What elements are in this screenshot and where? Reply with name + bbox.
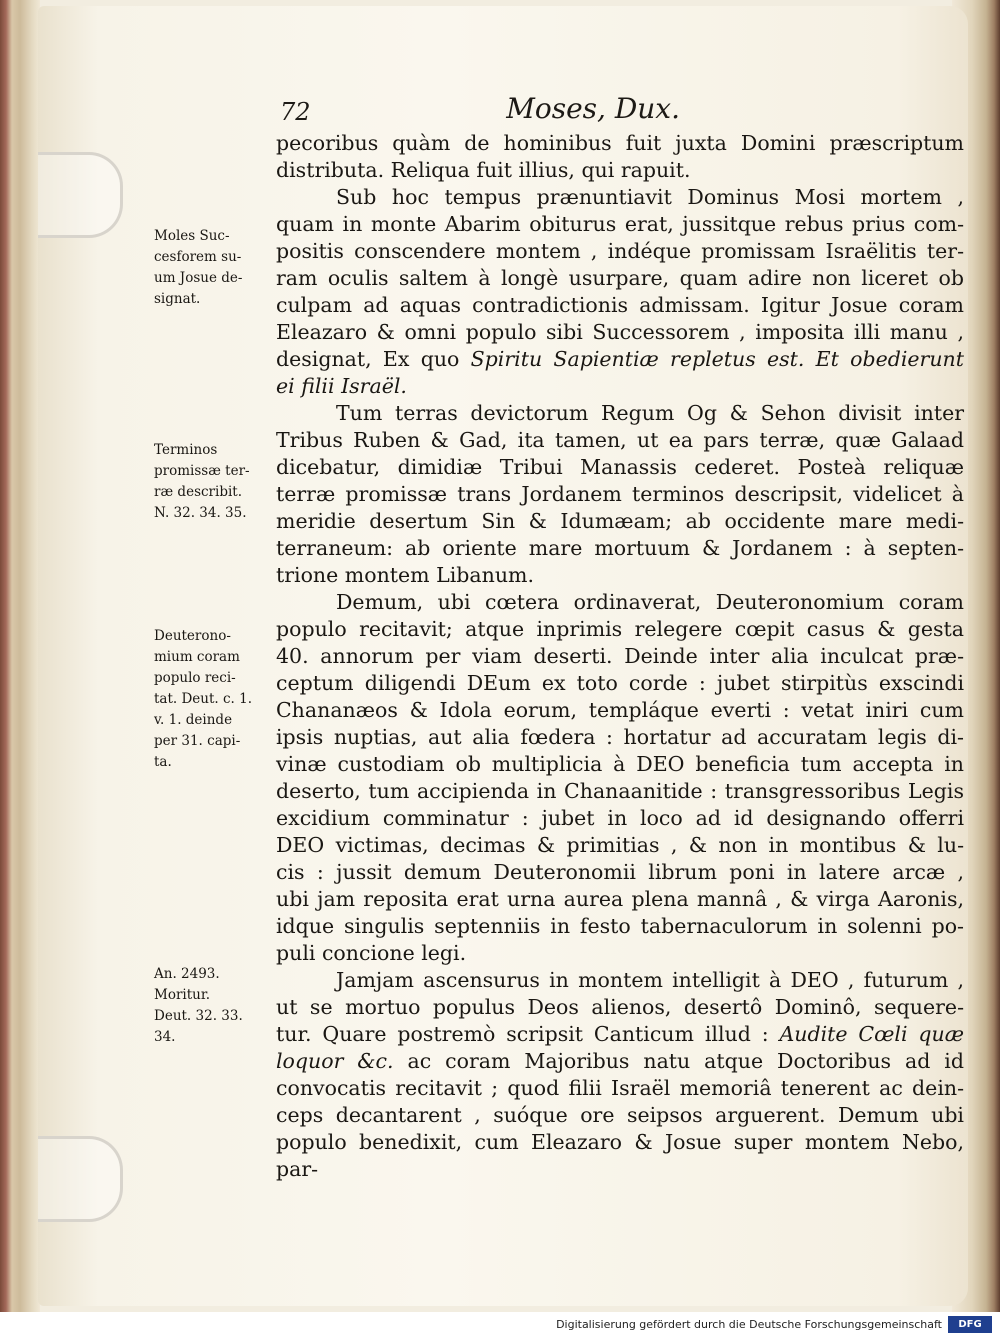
book-edge-left [0, 0, 40, 1312]
text-line [276, 373, 964, 400]
text-line-roman: terraneum: ab oriente mare mortuum & Jordanem : à septen- [276, 536, 964, 560]
digitization-footer [0, 1312, 1000, 1338]
text-line-roman: Tribus Ruben & Gad, ita tamen, ut ea pars terræ, quæ Galaad [276, 428, 964, 452]
text-line-roman: positis conscendere montem , indéque promissam Israëlitis ter- [276, 239, 964, 263]
text-line [276, 886, 964, 913]
text-line-roman: cis : jussit demum Deuteronomii librum poni in latere arcæ , [276, 860, 964, 884]
text-line-italic: loquor &c. [276, 1049, 394, 1073]
text-line-roman: populo benedixit, cum Eleazaro & Josue super montem Nebo, [276, 1130, 964, 1154]
text-line-roman: ceps decantarent , suóque ore seipsos arguerent. Demum ubi [276, 1103, 964, 1127]
margin-note-line: Deut. 32. 33. [154, 1008, 243, 1024]
text-line [276, 643, 964, 670]
text-line [276, 697, 964, 724]
text-line [276, 1156, 964, 1183]
text-line-roman: vinæ custodiam ob multiplicia à DEO beneficia tum accepta in [276, 752, 964, 776]
text-line [276, 130, 964, 157]
margin-note-death [154, 964, 266, 1048]
text-line-roman: terræ promissæ trans Jordanem terminos descripsit, videlicet à [276, 482, 964, 506]
text-line-roman: convocatis recitavit ; quod filii Israël memoriâ tenerent ac dein- [276, 1076, 964, 1100]
running-title: Moses, Dux. [506, 92, 680, 125]
text-line-roman: ipsis nuptias, aut alia fœdera : hortatur ad accuratam legis di- [276, 725, 964, 749]
text-line-roman: Sub hoc tempus prænuntiavit Dominus Mosi mortem , [336, 185, 964, 209]
margin-note-line: 34. [154, 1029, 176, 1045]
margin-note-line: promissæ ter- [154, 463, 250, 479]
text-line-roman: meridie desertum Sin & Idumæam; ab occidente mare medi- [276, 509, 964, 533]
margin-note-line: cesforem su- [154, 249, 242, 265]
text-line-roman: Eleazaro & omni populo sibi Successorem , imposita illi manu , [276, 320, 964, 344]
text-line [276, 346, 964, 373]
text-line-roman: ram oculis saltem à longè usurpare, quam adire non liceret ob [276, 266, 964, 290]
text-line [276, 427, 964, 454]
text-line [276, 913, 964, 940]
text-line [276, 400, 964, 427]
footer-credit: Digitalisierung gefördert durch die Deutsche Forschungsgemeinschaft [556, 1318, 942, 1331]
text-line [276, 292, 964, 319]
text-line [276, 481, 964, 508]
text-line-roman: pecoribus quàm de hominibus fuit juxta Domini præscriptum [276, 131, 964, 155]
text-line [276, 724, 964, 751]
text-line-roman: culpam ad aquas contradictionis admissam. Igitur Josue coram [276, 293, 964, 317]
text-line [276, 778, 964, 805]
text-line-roman: tur. Quare postremò scripsit Canticum illud : [276, 1022, 780, 1046]
page-clip-bottom [38, 1136, 123, 1222]
text-line [276, 157, 964, 184]
text-line-roman: Tum terras devictorum Regum Og & Sehon divisit inter [336, 401, 964, 425]
margin-note-line: per 31. capi- [154, 733, 241, 749]
text-line [276, 616, 964, 643]
margin-note-line: ta. [154, 754, 172, 770]
margin-note-line: Deuterono- [154, 628, 231, 644]
text-line [276, 562, 964, 589]
text-line [276, 994, 964, 1021]
margin-note-line: populo reci- [154, 670, 236, 686]
text-line [276, 670, 964, 697]
text-line-roman: ubi jam reposita erat urna aurea plena mannâ , & virga Aaronis, [276, 887, 964, 911]
text-line-roman: 40. annorum per viam deserti. Deinde inter alia inculcat præ- [276, 644, 964, 668]
text-line [276, 238, 964, 265]
text-line [276, 1129, 964, 1156]
margin-note-line: Moritur. [154, 987, 211, 1003]
margin-note-line: N. 32. 34. 35. [154, 505, 247, 521]
margin-note-line: ræ describit. [154, 484, 243, 500]
text-line [276, 265, 964, 292]
text-line-roman: Demum, ubi cœtera ordinaverat, Deuteronomium coram [336, 590, 964, 614]
text-line-roman: Jamjam ascensurus in montem intelligit à DEO , futurum , [336, 968, 964, 992]
text-line-italic: Spiritu Sapientiæ repletus est. Et obedierunt [470, 347, 964, 371]
margin-note-deuteronomy [154, 626, 266, 773]
text-line-italic: ei filii Israël. [276, 374, 407, 398]
main-text-block [276, 130, 964, 1183]
text-line [276, 805, 964, 832]
text-line-roman: DEO victimas, decimas & primitias , & non in montibus & lu- [276, 833, 964, 857]
text-line-roman: deserto, tum accipienda in Chanaanitide : transgressoribus Legis [276, 779, 964, 803]
text-line [276, 1048, 964, 1075]
text-line-roman: idque singulis septenniis in festo tabernaculorum in solenni po- [276, 914, 964, 938]
text-line [276, 454, 964, 481]
text-line [276, 535, 964, 562]
running-head [280, 92, 680, 132]
text-line [276, 1021, 964, 1048]
text-line [276, 1102, 964, 1129]
margin-note-line: mium coram [154, 649, 240, 665]
text-line-roman: populo recitavit; atque inprimis relegere cœpit casus & gesta [276, 617, 964, 641]
margin-note-line: tat. Deut. c. 1. [154, 691, 253, 707]
text-line-roman: quam in monte Abarim obiturus erat, jussitque rebus prius com- [276, 212, 964, 236]
dfg-logo: DFG [948, 1316, 992, 1333]
text-line [276, 832, 964, 859]
margin-note-successor [154, 226, 266, 310]
margin-note-line: v. 1. deinde [154, 712, 233, 728]
text-line-roman: dicebatur, dimidiæ Tribui Manassis cederet. Posteà reliquæ [276, 455, 964, 479]
text-line-roman: ceptum diligendi DEum ex toto corde : jubet stirpitùs exscindi [276, 671, 964, 695]
text-line [276, 940, 964, 967]
text-line-roman: distributa. Reliqua fuit illius, qui rapuit. [276, 158, 691, 182]
text-line [276, 211, 964, 238]
text-line-roman: trione montem Libanum. [276, 563, 534, 587]
margin-note-line: um Josue de- [154, 270, 243, 286]
text-line [276, 508, 964, 535]
text-line [276, 1075, 964, 1102]
margin-note-boundaries [154, 440, 266, 524]
margin-note-line: signat. [154, 291, 201, 307]
text-line [276, 184, 964, 211]
text-line-roman: excidium comminatur : jubet in loco ad id designando offerri [276, 806, 964, 830]
text-line [276, 589, 964, 616]
margin-note-line: Terminos [154, 442, 218, 458]
text-line-roman: ut se mortuo populus Deos alienos, desertô Dominô, sequere- [276, 995, 964, 1019]
text-line [276, 751, 964, 778]
margin-note-line: Moles Suc- [154, 228, 230, 244]
text-line [276, 967, 964, 994]
text-line-italic: Audite Cœli quæ [779, 1022, 964, 1046]
page-number: 72 [280, 98, 311, 126]
page-clip-top [38, 152, 123, 238]
text-line-roman: puli concione legi. [276, 941, 467, 965]
margin-note-line: An. 2493. [154, 966, 220, 982]
text-line-roman: designat, Ex quo [276, 347, 471, 371]
text-line-roman: Chananæos & Idola eorum, templáque everti : vetat iniri cum [276, 698, 964, 722]
text-line [276, 859, 964, 886]
text-line [276, 319, 964, 346]
text-line-roman-after: ac coram Majoribus natu atque Doctoribus ad id [393, 1049, 964, 1073]
text-line-roman: par- [276, 1157, 319, 1181]
